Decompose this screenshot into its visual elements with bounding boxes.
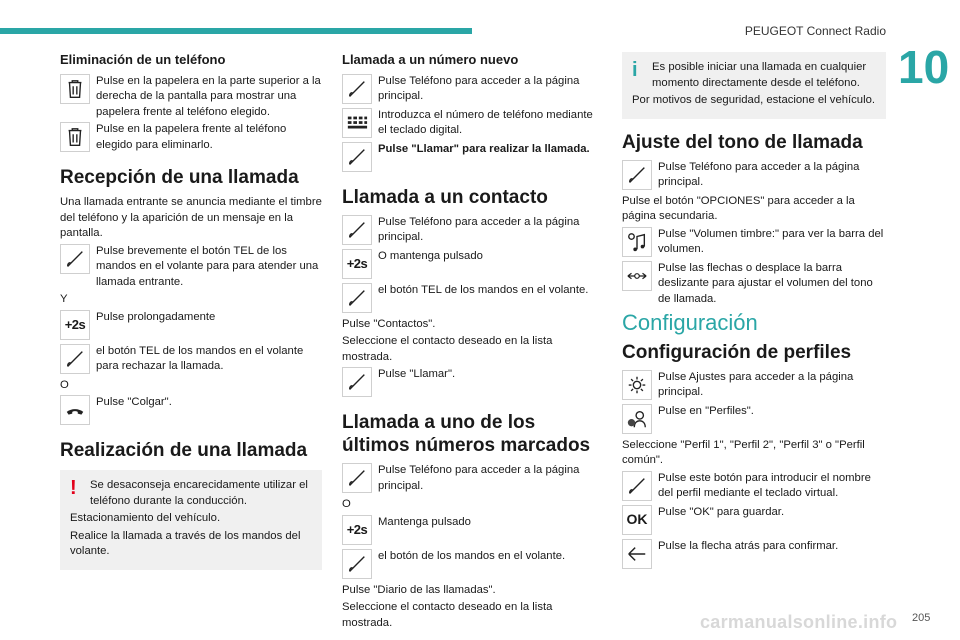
paragraph: Una llamada entrante se anuncia mediante el timbre del teléfono y la aparición de un mensaje en la pantalla.	[60, 196, 322, 239]
info-note: i Es posible iniciar una llamada en cualquier momento directamente desde el teléfono. Por motivos de seguridad, estacione el vehículo.	[622, 52, 886, 119]
hang-up-icon	[60, 395, 90, 425]
step: Pulse brevemente el botón TEL de los mandos en el volante para para atender una llamada entrante.	[60, 244, 322, 291]
header-title: PEUGEOT Connect Radio	[744, 24, 886, 38]
info-icon: i	[632, 59, 638, 81]
press-icon	[60, 344, 90, 374]
header-accent-bar	[0, 28, 472, 34]
press-icon	[342, 74, 372, 104]
press-icon	[342, 549, 372, 579]
step: Pulse las flechas o desplace la barra deslizante para ajustar el volumen del tono de llamada.	[622, 261, 886, 308]
step: Pulse Ajustes para acceder a la página principal.	[622, 370, 886, 402]
step: Pulse "Llamar" para realizar la llamada.	[342, 142, 604, 174]
section-title: Llamada a un contacto	[342, 186, 548, 208]
press-icon	[342, 215, 372, 245]
step: +2s Mantenga pulsado	[342, 515, 604, 547]
step: Pulse Teléfono para acceder a la página principal.	[342, 74, 604, 106]
step: Pulse Teléfono para acceder a la página principal.	[342, 463, 604, 495]
column-1: Eliminación de un teléfono Pulse en la papelera en la parte superior a la derecha de la pantalla para mostrar una papelera frente al teléfono elegido. Pulse en la papelera frente al teléfono elegido para eliminarlo. Recepción de una llamada Una llamada entrante se anuncia mediante el timbre del teléfono y la aparición de un mensaje en la pantalla. Pulse brevemente el botón TEL de los mandos en el volante para para atender una llamada entrante. Y +2s Pulse prolongadamente el botón TEL de los mandos en el volante para rechazar la llamada. O Pulse "Colgar". Realización de una llamada ! Se desaconseja encarecidamente utilizar el teléfono durante la conducción. Estacionamiento del vehículo. Realice la llamada a través de los mandos del volante.	[60, 52, 322, 578]
chapter-section-title: Configuración	[622, 310, 758, 335]
section-title: Configuración de perfiles	[622, 341, 852, 363]
step: Pulse Teléfono para acceder a la página principal.	[342, 215, 604, 247]
long-press-icon: +2s	[342, 249, 372, 279]
ok-icon: OK	[622, 505, 652, 535]
slider-arrows-icon	[622, 261, 652, 291]
chapter-number: 10	[898, 41, 950, 93]
step: OK Pulse "OK" para guardar.	[622, 505, 886, 537]
step: Pulse "Volumen timbre:" para ver la barra del volumen.	[622, 227, 886, 259]
edit-icon	[622, 471, 652, 501]
long-press-icon: +2s	[342, 515, 372, 545]
warning-note: ! Se desaconseja encarecidamente utilizar el teléfono durante la conducción. Estacionamiento del vehículo. Realice la llamada a través de los mandos del volante.	[60, 470, 322, 570]
step: Pulse en "Perfiles".	[622, 404, 886, 436]
press-icon	[60, 244, 90, 274]
trash-icon	[60, 122, 90, 152]
step: +2s Pulse prolongadamente	[60, 310, 322, 342]
press-icon	[342, 142, 372, 172]
press-icon	[622, 160, 652, 190]
step: Pulse en la papelera frente al teléfono elegido para eliminarlo.	[60, 122, 322, 154]
gear-icon	[622, 370, 652, 400]
step: Pulse "Llamar".	[342, 367, 604, 399]
step: el botón TEL de los mandos en el volante para rechazar la llamada.	[60, 344, 322, 376]
warning-icon: !	[70, 477, 77, 499]
watermark: carmanualsonline.info	[700, 612, 898, 632]
page-number: 205	[912, 612, 931, 624]
column-2: Llamada a un número nuevo Pulse Teléfono para acceder a la página principal. Introduzca el número de teléfono mediante el teclado digital. Pulse "Llamar" para realizar la llamada. Llamada a un contacto Pulse Teléfono para acceder a la página principal. +2s O mantenga pulsado el botón TEL de los mandos en el volante. Pulse "Contactos". Seleccione el contacto deseado en la lista mostrada. Pulse "Llamar". Llamada a uno de los últimos números marcados Pulse Teléfono para acceder a la página principal. O +2s Mantenga pulsado el botón de los mandos en el volante. Pulse "Diario de las llamadas". Seleccione el contacto deseado en la lista mostrada.	[342, 52, 604, 633]
music-settings-icon	[622, 227, 652, 257]
step: Pulse en la papelera en la parte superior a la derecha de la pantalla para mostrar una papelera frente al teléfono elegido.	[60, 74, 322, 121]
section-title: Eliminación de un teléfono	[60, 52, 226, 67]
section-title: Recepción de una llamada	[60, 167, 299, 188]
keypad-icon	[342, 108, 372, 138]
column-3: i Es posible iniciar una llamada en cualquier momento directamente desde el teléfono. Por motivos de seguridad, estacione el vehículo. Ajuste del tono de llamada Pulse Teléfono para acceder a la página principal. Pulse el botón "OPCIONES" para acceder a la página secundaria. Pulse "Volumen timbre:" para ver la barra del volumen. Pulse las flechas o desplace la barra deslizante para ajustar el volumen del tono de llamada. Configuración Configuración de perfiles Pulse Ajustes para acceder a la página principal. Pulse en "Perfiles". Seleccione "Perfil 1", "Perfil 2", "Perfil 3" o "Perfil común". Pulse este botón para introducir el nombre del perfil mediante el teclado virtual. OK Pulse "OK" para guardar. Pulse la flecha atrás para confirmar.	[622, 52, 886, 573]
step: Pulse la flecha atrás para confirmar.	[622, 539, 886, 571]
press-icon	[342, 463, 372, 493]
section-title: Llamada a uno de los últimos números marcados	[342, 412, 591, 456]
step: el botón TEL de los mandos en el volante.	[342, 283, 604, 315]
section-title: Realización de una llamada	[60, 440, 308, 461]
section-title: Ajuste del tono de llamada	[622, 131, 863, 153]
trash-icon	[60, 74, 90, 104]
section-title: Llamada a un número nuevo	[342, 52, 519, 67]
press-icon	[342, 367, 372, 397]
back-arrow-icon	[622, 539, 652, 569]
step: Pulse "Colgar".	[60, 395, 322, 427]
long-press-icon: +2s	[60, 310, 90, 340]
step: Pulse este botón para introducir el nombre del perfil mediante el teclado virtual.	[622, 471, 886, 503]
step: +2s O mantenga pulsado	[342, 249, 604, 281]
profile-icon	[622, 404, 652, 434]
step: el botón de los mandos en el volante.	[342, 549, 604, 581]
step: Pulse Teléfono para acceder a la página principal.	[622, 160, 886, 192]
press-icon	[342, 283, 372, 313]
step: Introduzca el número de teléfono mediante el teclado digital.	[342, 108, 604, 140]
